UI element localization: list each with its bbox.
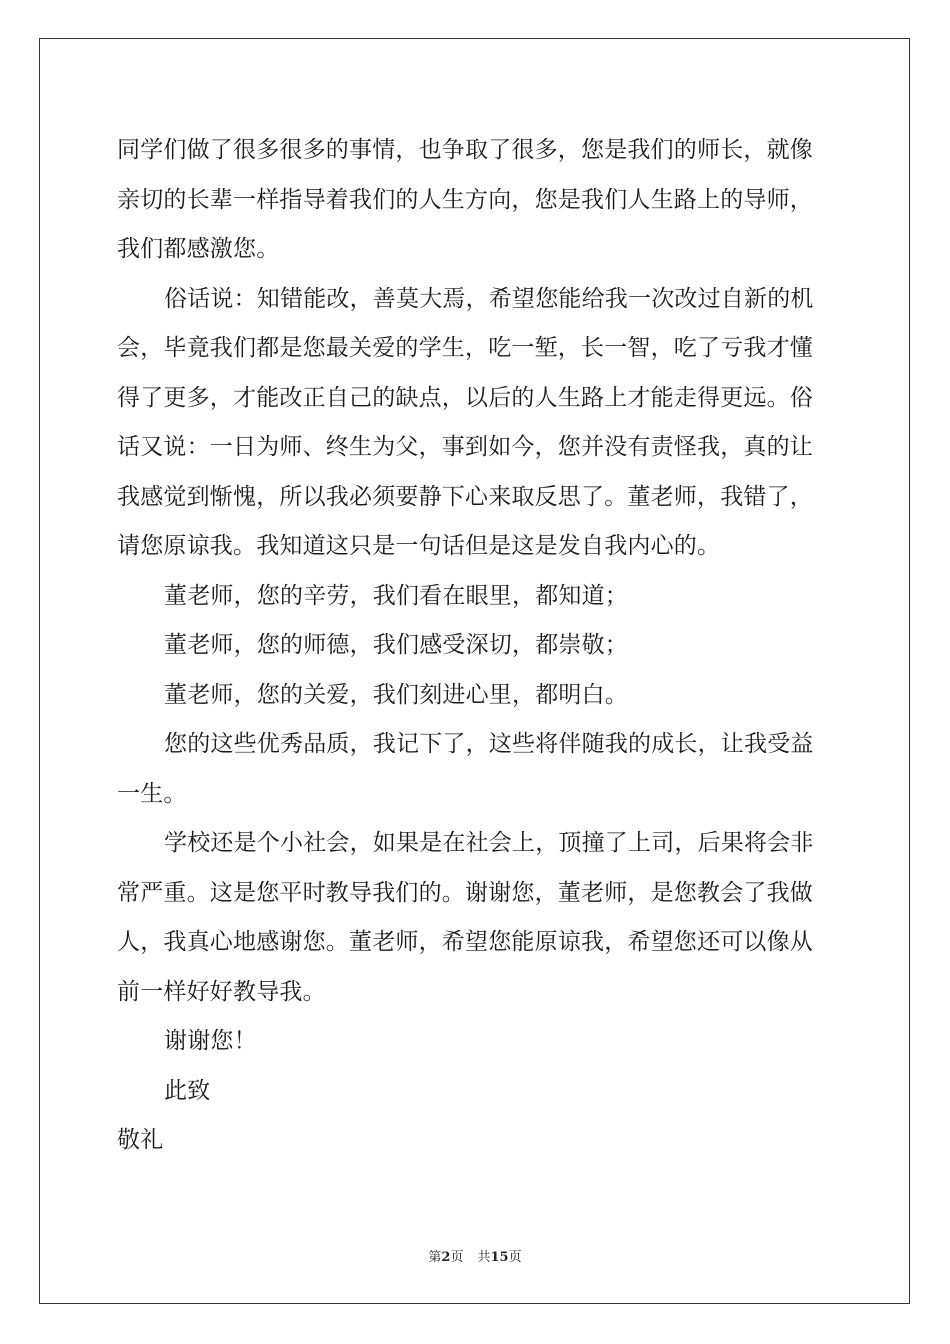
total-pages: 15 xyxy=(490,1250,509,1265)
text-line: 我感觉到惭愧，所以我必须要静下心来取反思了。董老师，我错了， xyxy=(117,483,813,510)
page-suffix: 页 xyxy=(450,1250,464,1265)
text-line: 常严重。这是您平时教导我们的。谢谢您，董老师，是您教会了我做 xyxy=(117,879,813,906)
text-line: 会，毕竟我们都是您最关爱的学生，吃一堑，长一智，吃了亏我才懂 xyxy=(117,335,813,361)
page-prefix: 第 xyxy=(428,1250,442,1265)
text-line: 此致 xyxy=(164,1077,211,1104)
text-line: 同学们做了很多很多的事情，也争取了很多，您是我们的师长，就像 xyxy=(117,137,813,163)
text-line: 我们都感激您。 xyxy=(117,236,280,262)
text-line: 您的这些优秀品质，我记下了，这些将伴随我的成长，让我受益 xyxy=(164,731,814,757)
total-prefix: 共 xyxy=(477,1250,491,1265)
text-line: 亲切的长辈一样指导着我们的人生方向，您是我们人生路上的导师， xyxy=(117,186,813,213)
text-line: 董老师，您的关爱，我们刻进心里，都明白。 xyxy=(164,681,628,708)
text-line: 董老师，您的辛劳，我们看在眼里，都知道； xyxy=(164,582,628,609)
page-footer xyxy=(0,1246,950,1265)
text-line: 一生。 xyxy=(117,780,187,807)
text-line: 敬礼 xyxy=(117,1127,164,1153)
text-line: 学校还是个小社会，如果是在社会上，顶撞了上司，后果将会非 xyxy=(164,830,814,856)
text-line: 董老师，您的师德，我们感受深切，都崇敬； xyxy=(164,632,628,658)
text-line: 人，我真心地感谢您。董老师，希望您能原谅我，希望您还可以像从 xyxy=(117,929,813,955)
text-line: 俗话说：知错能改，善莫大焉，希望您能给我一次改过自新的机 xyxy=(164,285,814,312)
text-line: 前一样好好教导我。 xyxy=(117,978,326,1005)
text-line: 谢谢您！ xyxy=(164,1028,257,1054)
page-number: 2 xyxy=(441,1250,451,1265)
text-line: 得了更多，才能改正自己的缺点，以后的人生路上才能走得更远。俗 xyxy=(117,384,813,411)
text-line: 请您原谅我。我知道这只是一句话但是这是发自我内心的。 xyxy=(117,533,721,559)
text-line: 话又说：一日为师、终生为父，事到如今，您并没有责怪我，真的让 xyxy=(117,434,813,460)
document-body xyxy=(117,126,837,1166)
total-suffix: 页 xyxy=(508,1250,522,1265)
